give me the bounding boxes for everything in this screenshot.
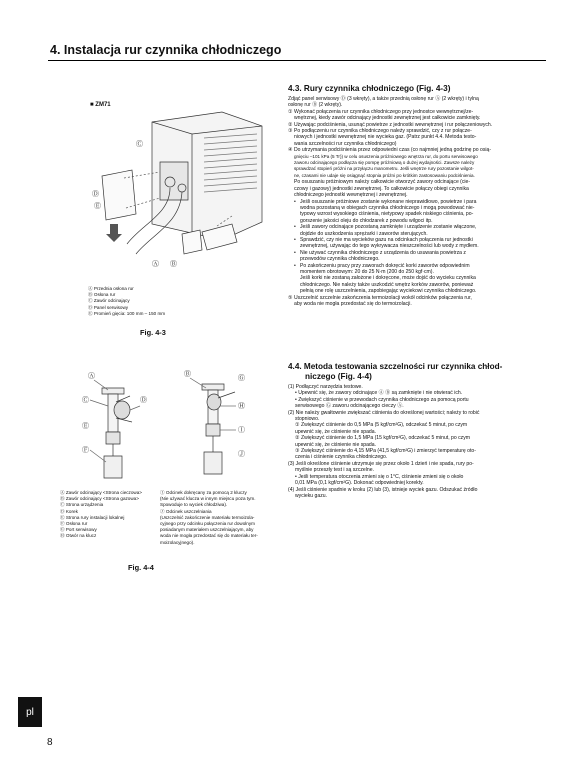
legend-item: Ⓖ Port serwisowy	[60, 527, 97, 533]
callout-f: Ⓕ	[82, 446, 89, 454]
callout-j: Ⓙ	[238, 450, 245, 458]
callout-a: Ⓐ	[88, 372, 95, 380]
bullet-item: • Jeśli zawory odcinające pozostaną zamknięte i urządzenie zostanie włączone, dojdzie do uszkodzenia sprężarki i zaworów sterujących.	[300, 224, 546, 237]
callout-h: Ⓗ	[238, 402, 245, 410]
callout-a: Ⓐ	[152, 260, 159, 268]
section-4-3-body: Zdjąć panel serwisowy Ⓓ (3 wkręty), a także przednią osłonę rur Ⓐ (2 wkręty) i tylną osłonę rur Ⓑ (2 wkręty). ① Wykonać połączenia rur czynnika chłodniczego przy jednostce wewnętrznej/ze- wnętrznej, kiedy zawór odcinający jednostki zewnętrznej jest całkowicie zamknięty. ② Używając podciśnienia, usunąć powietrze z jednostki wewnętrznej i rur połączeniowych. ③ Po podłączeniu rur czynnika chłodniczego należy sprawdzić, czy z rur połącze- niowych i jednostki wewnętrznej nie wycieka gaz. (Patrz punkt 4.4. Metoda testo- wania szczelności rur czynnika chłodniczego) ④ Do utrzymania podciśnienia przez odpowiedni czas (co najmniej jedną godzinę po osią- gnięciu –101 kPa (5 Tr)) w celu osuszenia próżniowego wnętrza rur, do portu serwisowego zaworu odcinającego podłącza się pompę próżniową o dużej wydajności. Zawsze należy sprawdzać stopień próżni na przyłączu manometru. Jeśli wnętrze rury pozostanie wilgot- ne, czasami nie udaje się osiągnąć stopnia próżni po krótkim zastosowaniu podciśnienia. Po osuszaniu próżniowym należy całkowicie otworzyć zawory odcinające (cie- czowy i gazowy) jednostki zewnętrznej. To całkowicie połączy obiegi czynnika chłodniczego jednostki wewnętrznej i zewnętrznej. • Jeśli osuszanie próżniowe zostanie wykonane nieprawidłowo, powietrze i para wodna pozostaną w obiegach czynnika chłodniczego i mogą powodować nie- typowy wzrost wysokiego ciśnienia, nietypowy spadek niskiego ciśnienia, po- gorszenie jakości oleju do chłodzarek z powodu wilgoci itp. • Jeśli zawory odcinające pozostaną zamknięte i urządzenie zostanie włączone, dojdzie do uszkodzenia sprężarki i zaworów sterujących. • Sprawdzić, czy nie ma wycieków gazu na odcinkach połączenia rur jednostki zewnętrznej, używając do tego wykrywacza nieszczelności lub wody z mydłem. • Nie używać czynnika chłodniczego z urządzenia do usuwania powietrza z przewodów czynnika chłodniczego. • Po zakończeniu pracy przy zaworach dokręcić korki zaworów odpowiednim momentem obrotowym: 20 do 25 N·m (200 do 250 kgf·cm). Jeśli korki nie zostaną założone i dokręcone, może dojść do wycieku czynnika chłodniczego. Nie należy także uszkodzić wnętrz korków zaworów, ponieważ pełnią one rolę uszczelnienia, zapobiegając wyciekowi czynnika chłodniczego. ⑤ Uszczelnić szczelnie zakończenia termoizolacji wokół odcinków połączenia rur, aby woda nie mogła przedostać się do termoizolacji.	[288, 96, 546, 307]
legend-item: Spowoduje to wyciek chłodziwa).	[160, 502, 228, 508]
language-tab: pl	[18, 697, 42, 727]
legend-item: Ⓐ Zawór odcinający <Strona cieczowa>	[60, 490, 142, 495]
figure-4-3-diagram	[72, 104, 272, 284]
section-4-4-line: czenia i ciśnienie czynnika chłodniczego.	[295, 454, 388, 461]
legend-item: (Nie używać klucza w innym miejscu poza tym.	[160, 496, 256, 502]
section-4-4-body	[288, 384, 546, 499]
figure-caption-4-3: Fig. 4-3	[140, 328, 166, 337]
section-4-4-line: • Upewnić się, że zawory odcinające Ⓐ Ⓑ są zamknięte i nie otwierać ich.	[295, 390, 463, 397]
section-4-4-line: ② Zwiększyć ciśnienie do 1,5 MPa (15 kgf/cm²G), odczekać 5 minut, po czym	[295, 435, 470, 442]
page-title: 4. Instalacja rur czynnika chłodniczego	[50, 43, 282, 57]
section-4-3-bullets	[288, 199, 546, 295]
legend-item: Ⓒ Strona urządzenia	[60, 502, 104, 508]
section-4-4-line: (3) Jeśli określone ciśnienie utrzymuje się przez około 1 dzień i nie spada, rury po-	[288, 460, 474, 467]
section-4-4-line: myślnie przeszły test i są szczelne.	[295, 467, 374, 474]
figure-4-3-legend	[88, 286, 165, 317]
callout-i: Ⓘ	[238, 426, 245, 434]
section-4-4-title: 4.4. Metoda testowania szczelności rur czynnika chłod- niczego (Fig. 4-4)	[288, 362, 503, 381]
figure-4-4-legend-col1	[60, 490, 142, 540]
legend-item: Ⓒ Zawór odcinający	[88, 298, 130, 304]
callout-b: Ⓑ	[170, 260, 177, 268]
legend-item: cyjnego przy odcinku połączenia rur dowolnym	[160, 521, 255, 527]
callout-c: Ⓒ	[82, 396, 89, 404]
callout-e: Ⓔ	[94, 202, 101, 210]
callout-e: Ⓔ	[82, 422, 89, 430]
callout-g: Ⓖ	[238, 374, 245, 382]
section-4-4-line: • Zwiększyć ciśnienie w przewodach czynnika chłodniczego za pomocą portu	[295, 396, 469, 403]
legend-item: Ⓓ Panel serwisowy	[88, 304, 129, 310]
section-4-4-line: (1) Podłączyć narzędzia testowe.	[288, 384, 363, 390]
figure-4-4-legend-col2	[160, 490, 258, 546]
section-4-4-line: ① Zwiększyć ciśnienie do 0,5 MPa (5 kgf/cm²G), odczekać 5 minut, po czym	[295, 422, 468, 429]
section-4-4-line: stopniowo.	[295, 416, 320, 423]
legend-item: Ⓔ Promień gięcia: 100 mm – 150 mm	[88, 310, 166, 316]
section-4-4-line: upewnić się, że ciśnienie nie spada.	[295, 428, 376, 435]
page-number: 8	[47, 737, 53, 748]
callout-d: Ⓓ	[92, 190, 99, 198]
legend-item: Ⓓ Korek	[60, 508, 78, 514]
legend-item: posiadanym materiałem uszczelniającym, aby	[160, 527, 254, 533]
legend-item: Ⓘ Odcinek dokręcany za pomocą 2 kluczy	[160, 490, 247, 495]
callout-b: Ⓑ	[184, 370, 191, 378]
legend-item: Ⓕ Osłona rur	[60, 521, 88, 527]
bullet-item: • Jeśli osuszanie próżniowe zostanie wykonane nieprawidłowo, powietrze i para wodna pozostaną w obiegach czynnika chłodniczego i mogą powodować nie- typowy wzrost wysokiego ciśnienia, nietypowy spadek niskiego ciśnienia, po- gorszenie jakości oleju do chłodzarek z powodu wilgoci itp.	[300, 199, 546, 225]
legend-item: Ⓑ Zawór odcinający <Strona gazowa>	[60, 496, 139, 502]
bullet-item: • Sprawdzić, czy nie ma wycieków gazu na odcinkach połączenia rur jednostki zewnętrznej, używając do tego wykrywacza nieszczelności lub wody z mydłem.	[300, 237, 546, 250]
legend-item: Ⓐ Przednia osłona rur	[88, 286, 134, 291]
section-4-4-line: wycieku gazu.	[295, 492, 327, 499]
section-4-3-title: 4.3. Rury czynnika chłodniczego (Fig. 4-3)	[288, 84, 451, 93]
legend-item: Ⓗ Otwór na klucz	[60, 533, 97, 539]
section-4-4-line: serwisowego Ⓖ zaworu odcinającego cieczy Ⓐ.	[295, 403, 404, 410]
section-4-4-line: • Jeśli temperatura otoczenia zmieni się o 1°C, ciśnienie zmieni się o około	[295, 473, 464, 480]
section-4-4-line: (4) Jeśli ciśnienie spadnie w kroku (2) lub (3), istnieje wyciek gazu. Odszukać źródło	[288, 486, 478, 493]
section-4-4-line: ③ Zwiększyć ciśnienie do 4,15 MPa (41,5 kgf/cm²G) i zmierzyć temperaturę oto-	[295, 448, 476, 455]
bullet-item: • Po zakończeniu pracy przy zaworach dokręcić korki zaworów odpowiednim momentem obrotowym: 20 do 25 N·m (200 do 250 kgf·cm). Jeśli korki nie zostaną założone i dokręcone, może dojść do wycieku czynnika chłodniczego. Nie należy także uszkodzić wnętrz korków zaworów, ponieważ pełnią one rolę uszczelnienia, zapobiegając wyciekowi czynnika chłodniczego.	[300, 263, 546, 295]
legend-item: moizolacyjnego).	[160, 539, 195, 545]
section-4-4-line: (2) Nie należy gwałtownie zwiększać ciśnienia do określonej wartości; należy to robić	[288, 409, 480, 416]
header-divider	[48, 60, 546, 61]
legend-item: Ⓔ Strona rury instalacji lokalnej	[60, 514, 125, 520]
callout-d: Ⓓ	[140, 396, 147, 404]
section-4-4-line: 0,01 MPa (0,1 kgf/cm²G). Dokonać odpowiedniej korekty.	[295, 480, 424, 487]
model-label: ■ ZM71	[90, 102, 111, 108]
figure-caption-4-4: Fig. 4-4	[128, 563, 154, 572]
figure-4-4-diagram	[60, 366, 270, 486]
legend-item: Ⓑ Osłona rur	[88, 292, 116, 298]
legend-item: (Uszczelnić zakończenie materiału termoizola-	[160, 514, 255, 520]
legend-item: woda nie mogła przedostać się do materiału ter-	[160, 533, 258, 539]
bullet-item: • Nie używać czynnika chłodniczego z urządzenia do usuwania powietrza z przewodów czynnika chłodniczego.	[300, 250, 546, 263]
legend-item: Ⓙ Odcinek uszczelniania	[160, 508, 212, 514]
section-4-4-line: upewnić się, że ciśnienie nie spada.	[295, 441, 376, 448]
callout-c: Ⓒ	[136, 140, 143, 148]
